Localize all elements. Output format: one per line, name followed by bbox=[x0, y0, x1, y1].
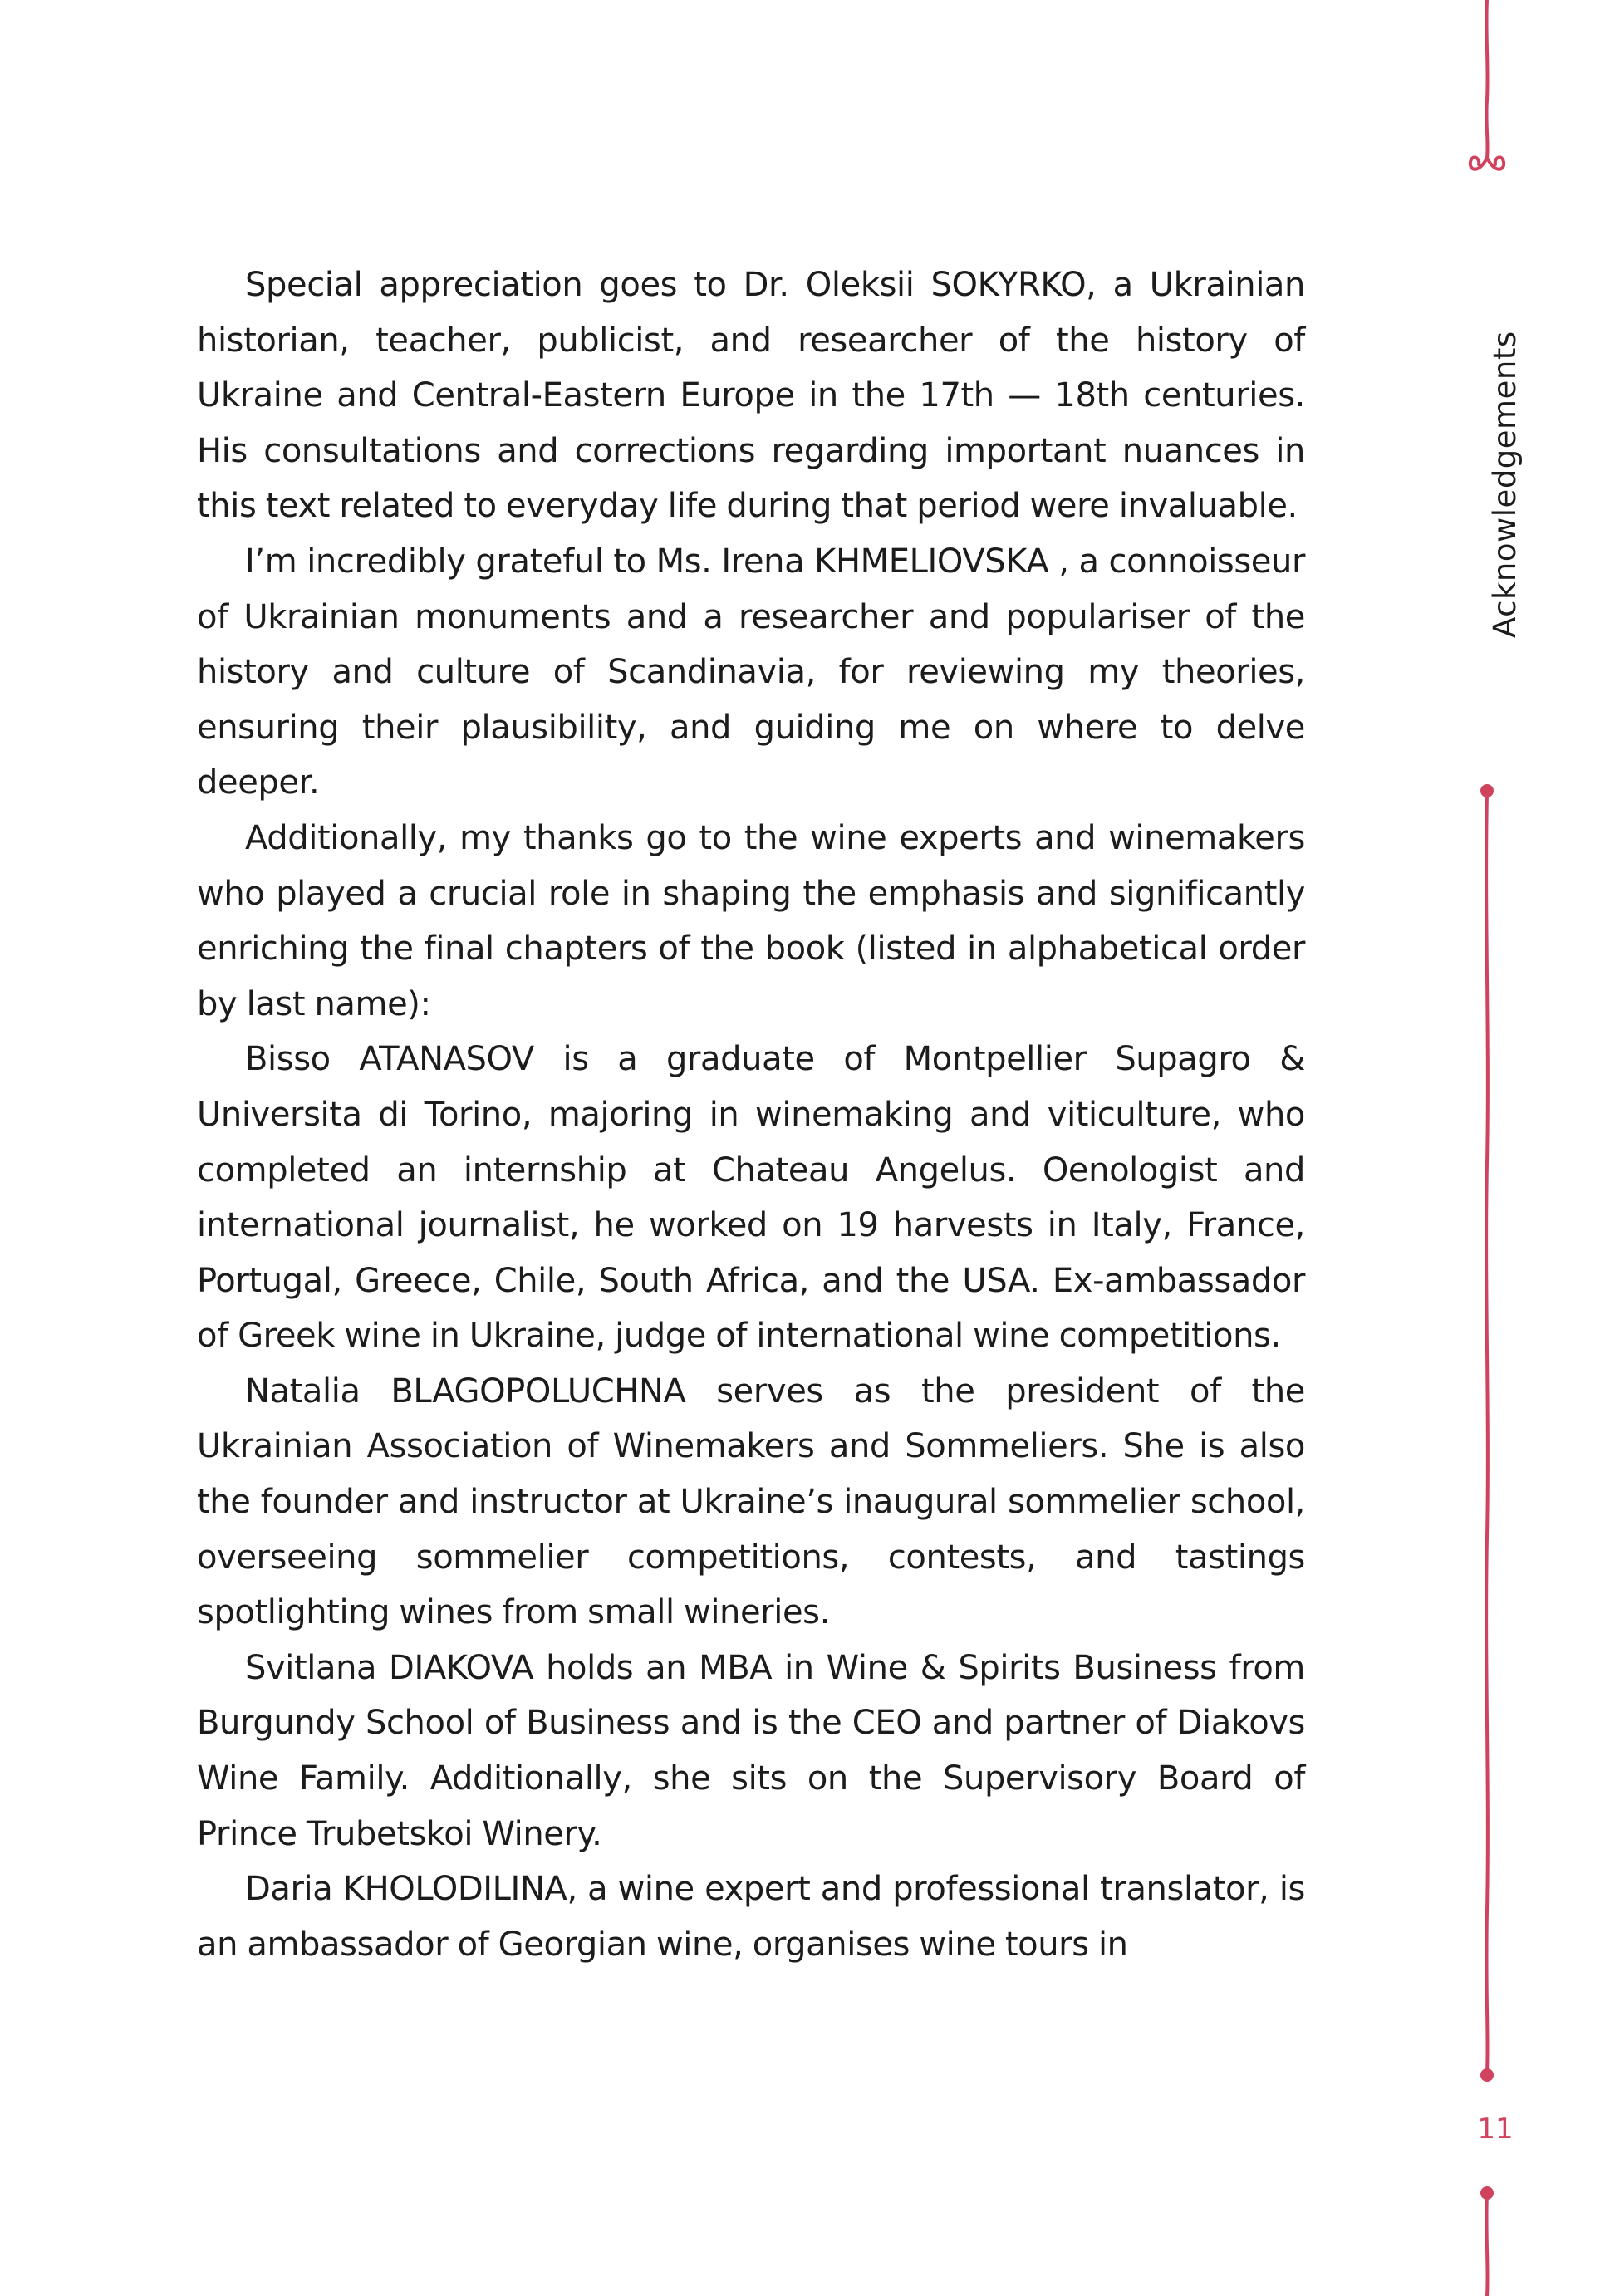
paragraph-wine-experts: Additionally, my thanks go to the wine experts and winemakers who played a crucial role in shaping the emphasis and significantly enriching the final chapters of the book (listed in alphabetical order by last name): bbox=[197, 818, 1305, 1023]
paragraph-blagopoluchna: Natalia BLAGOPOLUCHNA serves as the president of the Ukrainian Association of Winemakers and Sommeliers. She is also the founder and instructor at Ukraine’s inaugural sommelier school, overseeing sommelier competitions, contests, and tastings spotlighting wines from small wineries. bbox=[197, 1371, 1305, 1632]
paragraph-sokyrko: Special appreciation goes to Dr. Oleksii SOKYRKO, a Ukrainian historian, teacher, publicist, and researcher of the history of Ukraine and Central-Eastern Europe in the 17th — 18th centuries. His consultations and corrections regarding important nuances in this text related to everyday life during that period were invaluable. bbox=[197, 266, 1305, 526]
paragraph-khmeliovska: I’m incredibly grateful to Ms. Irena KHMELIOVSKA , a connoisseur of Ukrainian monuments and a researcher and populariser of the history and culture of Scandinavia, for reviewing my theories, ensuring their plausibility, and guiding me on where to delve deeper. bbox=[197, 542, 1305, 802]
ornament-dot-middle bbox=[1480, 2068, 1494, 2082]
paragraph-diakova: Svitlana DIAKOVA holds an MBA in Wine & Spirits Business from Burgundy School of Business and is the CEO and partner of Diakovs Wine Family. Additionally, she sits on the Supervisory Board of Prince Trubetskoi Winery. bbox=[197, 1648, 1305, 1853]
paragraph-kholodilina: Daria KHOLODILINA, a wine expert and professional translator, is an ambassador of Georgian wine, organises wine tours in bbox=[197, 1870, 1305, 1964]
top-ornament-line bbox=[1486, 0, 1487, 158]
top-curl-icon bbox=[1470, 157, 1504, 169]
ornament-dot-bottom bbox=[1480, 2186, 1494, 2200]
bottom-ornament-line bbox=[1486, 2193, 1487, 2296]
body-text bbox=[197, 258, 1305, 1972]
running-title: Acknowledgements bbox=[1487, 331, 1523, 638]
page-number: 11 bbox=[1477, 2112, 1514, 2146]
middle-ornament-line bbox=[1486, 793, 1488, 2073]
ornament-dot-top bbox=[1480, 784, 1494, 797]
paragraph-atanasov: Bisso ATANASOV is a graduate of Montpellier Supagro & Universita di Torino, majoring in winemaking and viticulture, who completed an internship at Chateau Angelus. Oenologist and international journalist, he worked on 19 harvests in Italy, France, Portugal, Greece, Chile, South Africa, and the USA. Ex-ambassador of Greek wine in Ukraine, judge of international wine competitions. bbox=[197, 1040, 1305, 1356]
